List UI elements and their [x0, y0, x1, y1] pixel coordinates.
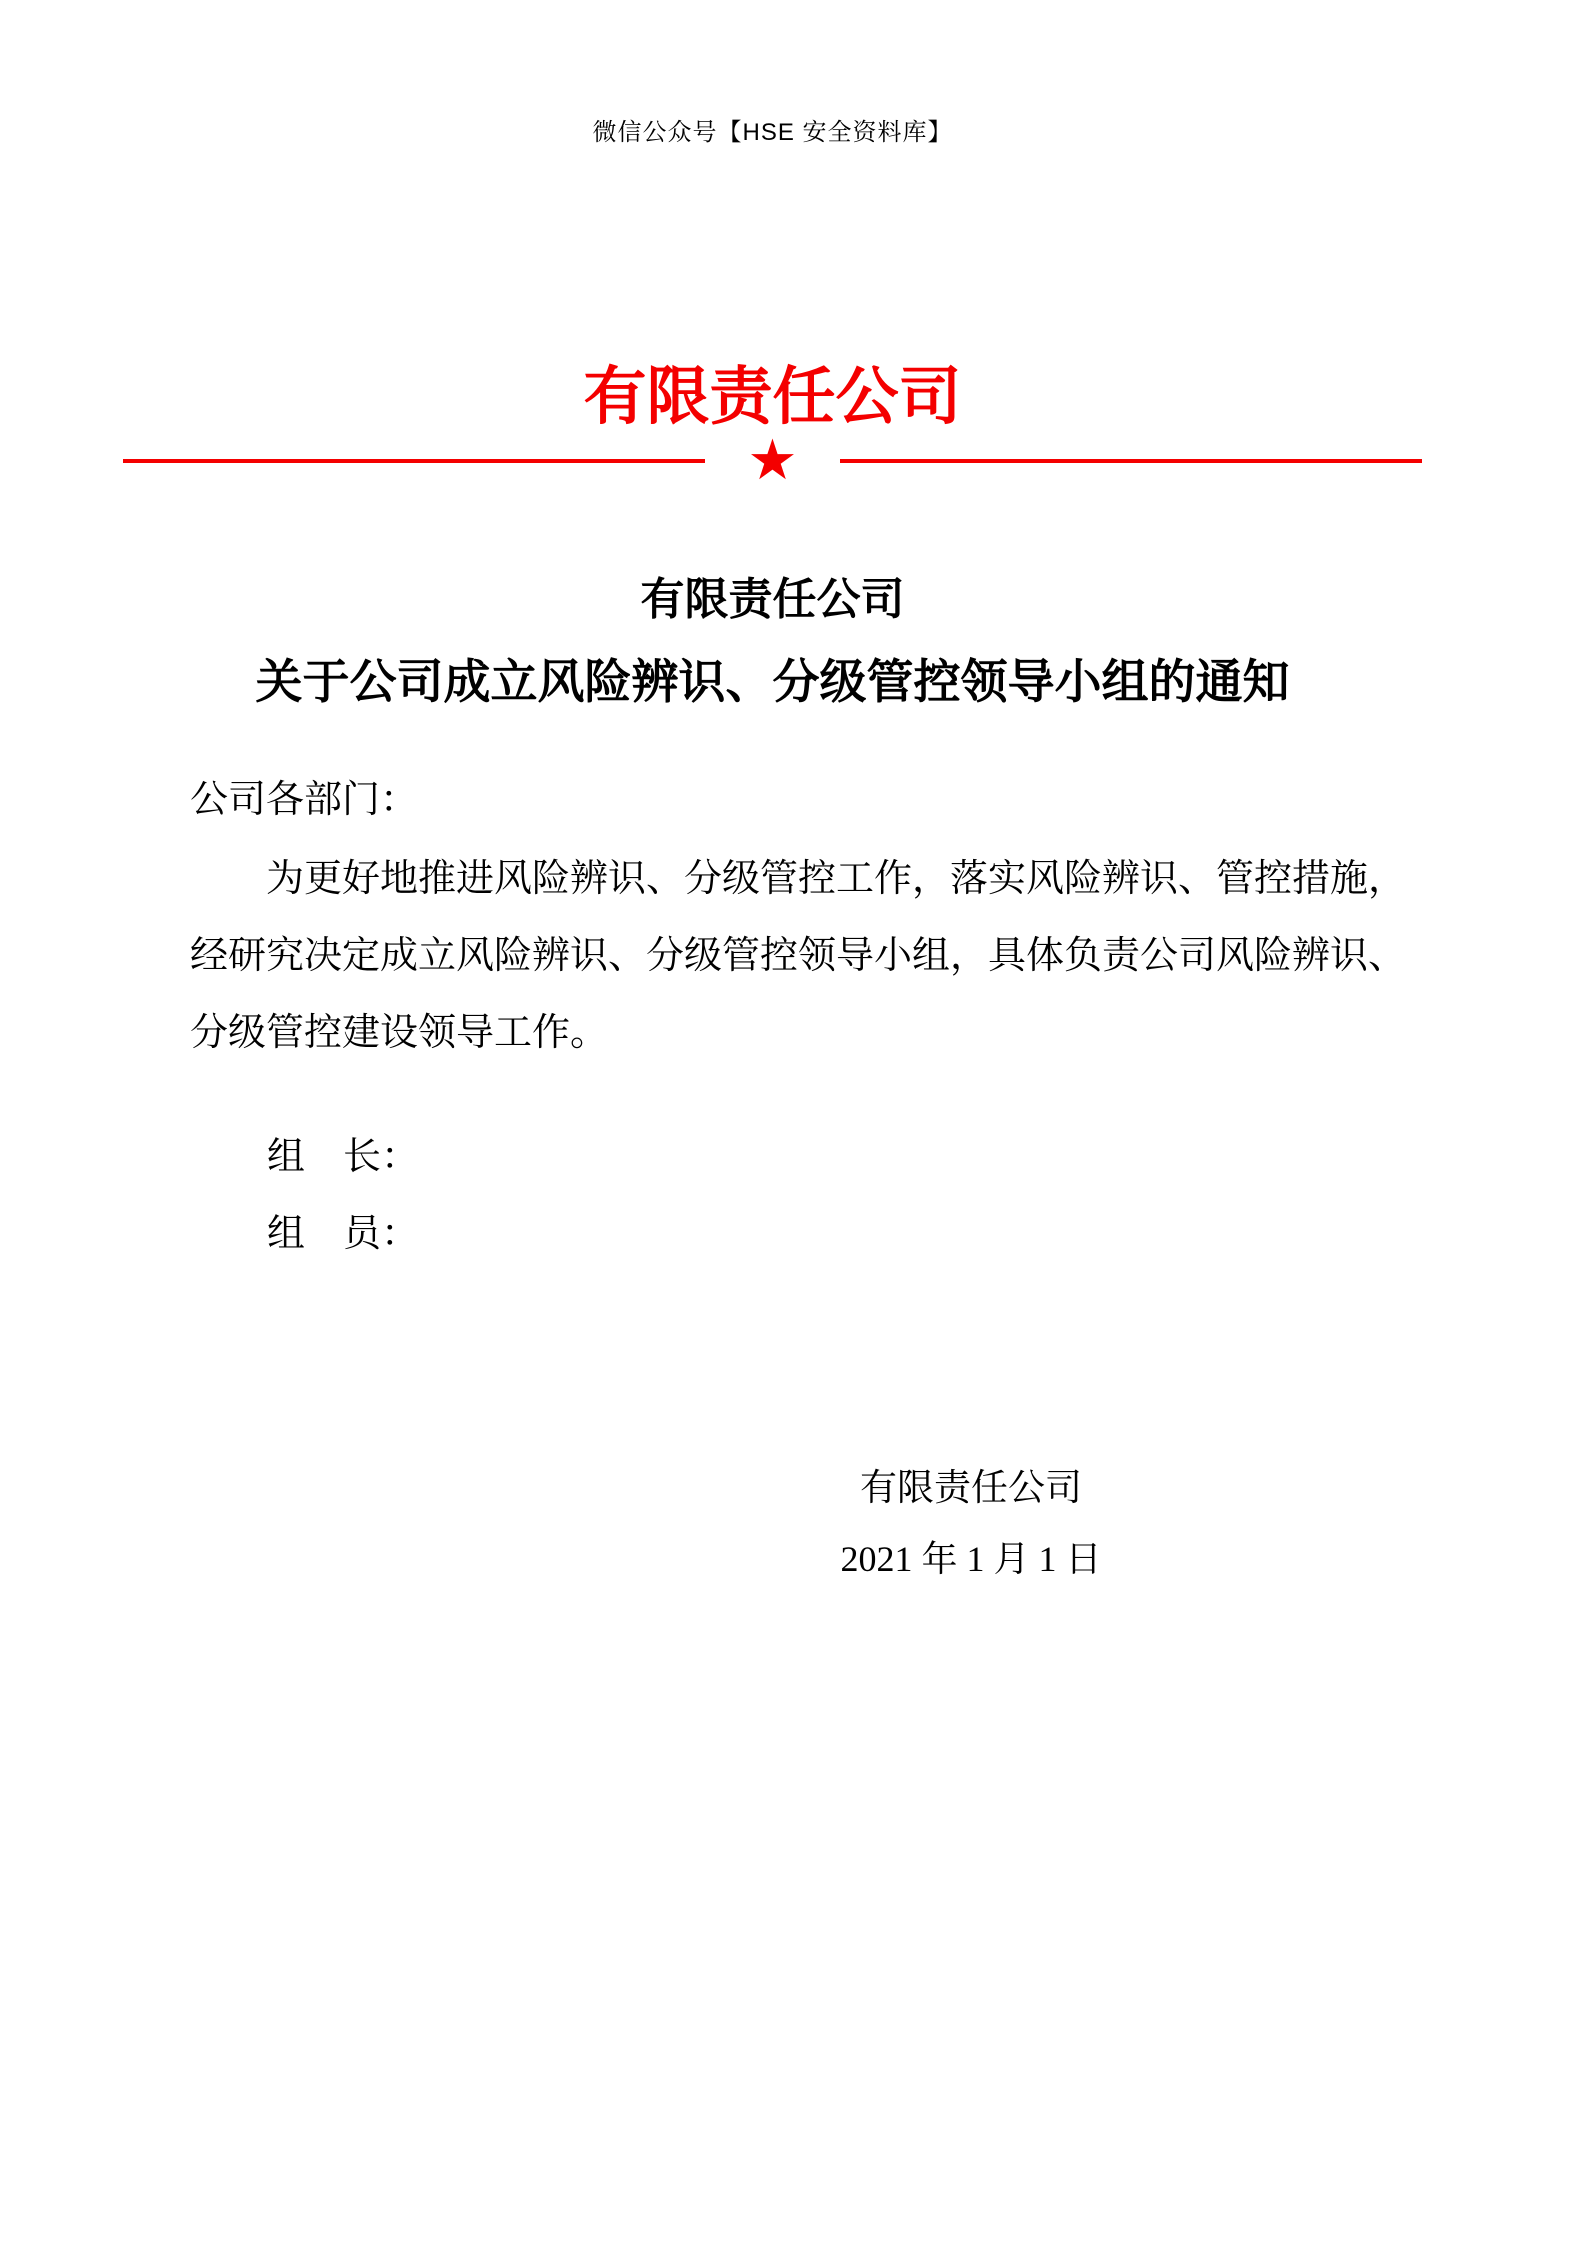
divider-line-right [840, 459, 1422, 463]
body-line-3: 分级管控建设领导工作。 [190, 1012, 609, 1054]
document-title: 关于公司成立风险辨识、分级管控领导小组的通知 [255, 655, 1290, 708]
signature-date: 2021 年 1 月 1 日 [840, 1539, 1102, 1579]
document-content [123, 0, 1422, 2245]
star-icon: ★ [747, 428, 798, 493]
body-line-2: 经研究决定成立风险辨识、分级管控领导小组，具体负责公司风险辨识、 [190, 935, 1407, 977]
divider-line-left [123, 459, 705, 463]
letterhead-company-title: 有限责任公司 [583, 362, 962, 432]
document-company-name: 有限责任公司 [640, 575, 905, 624]
signature-company-name: 有限责任公司 [860, 1468, 1082, 1509]
body-paragraph [190, 841, 1422, 1072]
body-line-1: 为更好地推进风险辨识、分级管控工作，落实风险辨识、管控措施， [266, 858, 1407, 900]
signature-block [771, 1470, 1171, 1577]
watermark-header-note: 微信公众号【HSE 安全资料库】 [592, 119, 953, 146]
role-list [267, 1119, 419, 1273]
letterhead-star-divider [123, 428, 1422, 493]
role-member-label: 组 员： [267, 1213, 420, 1255]
salutation-line: 公司各部门： [190, 779, 419, 821]
role-leader-label: 组 长： [267, 1136, 420, 1178]
